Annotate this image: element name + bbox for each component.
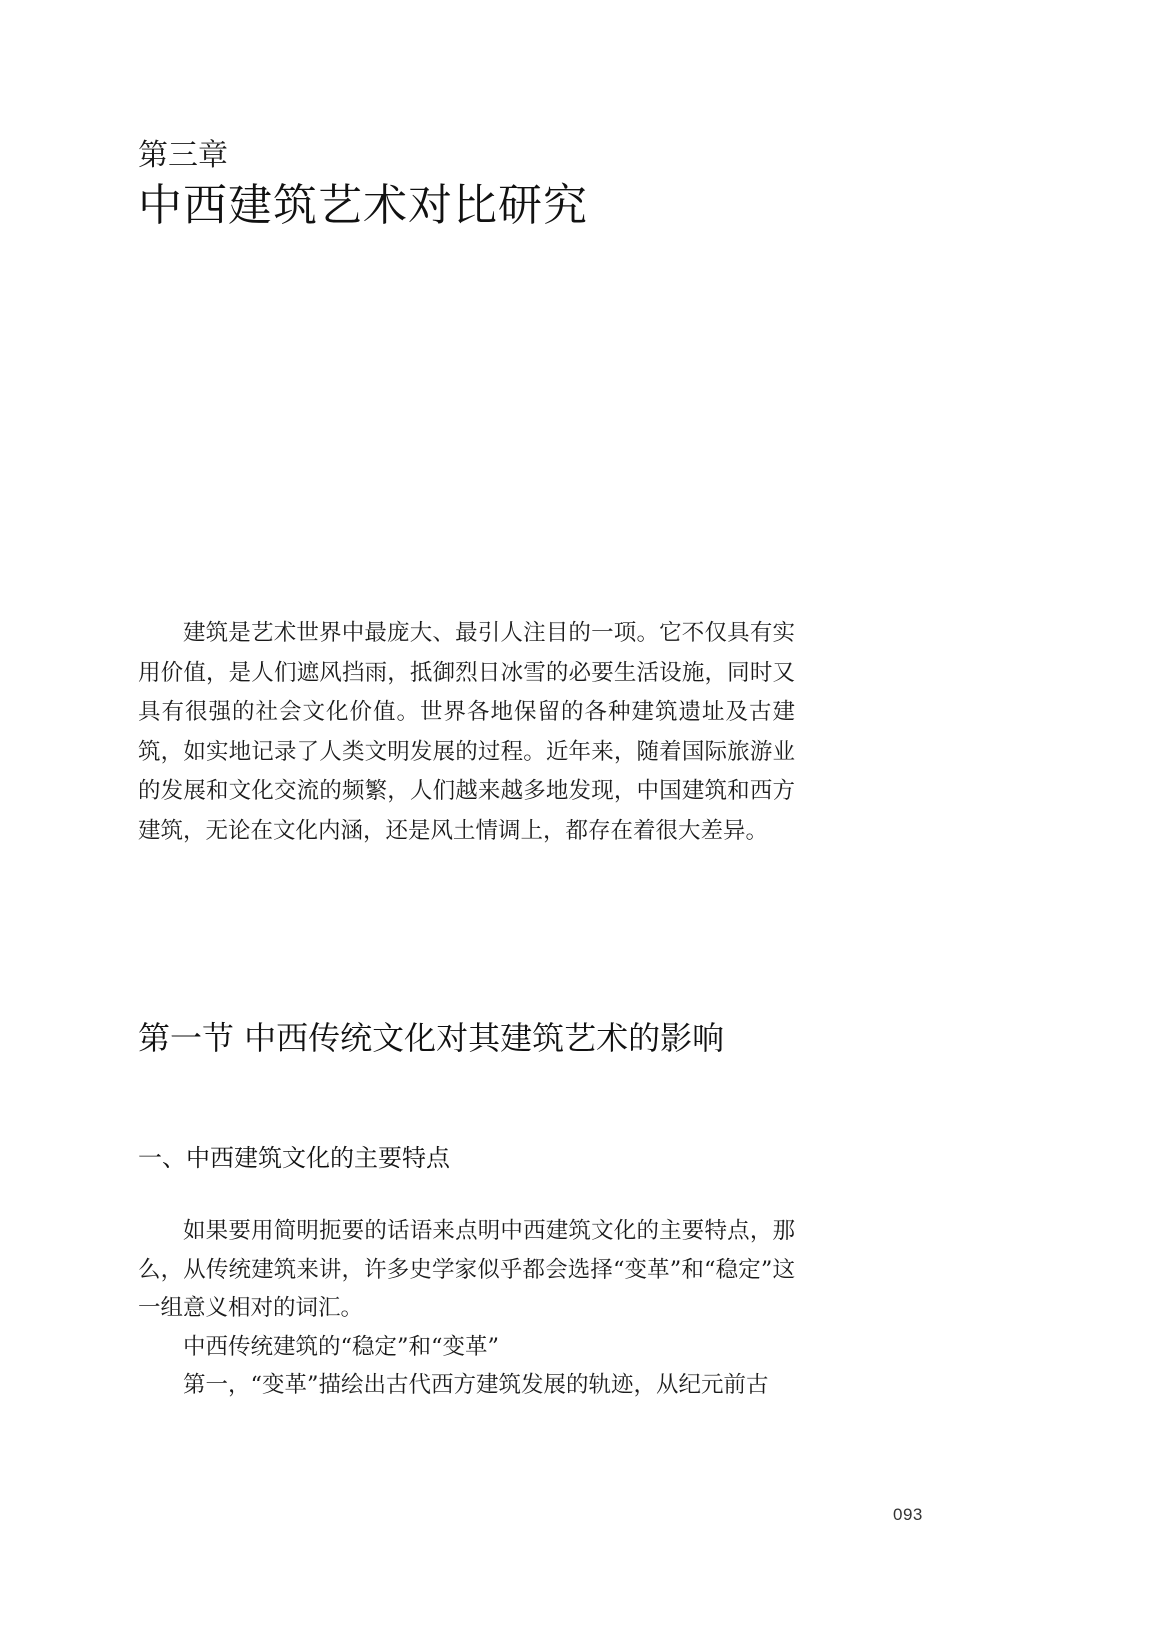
subsection-title: 一、中西建筑文化的主要特点 xyxy=(138,1144,450,1172)
paragraph-features: 如果要用简明扼要的话语来点明中西建筑文化的主要特点，那么，从传统建筑来讲，许多史学家似乎都会选择“变革”和“稳定”这一组意义相对的词汇。 xyxy=(138,1218,795,1321)
intro-paragraph: 建筑是艺术世界中最庞大、最引人注目的一项。它不仅具有实用价值，是人们遮风挡雨，抵御烈日冰雪的必要生活设施，同时又具有很强的社会文化价值。世界各地保留的各种建筑遗址及古建筑，如实地记录了人类文明发展的过程。近年来，随着国际旅游业的发展和文化交流的频繁，人们越来越多地发现，中国建筑和西方建筑，无论在文化内涵，还是风土情调上，都存在着很大差异。 xyxy=(138,620,795,844)
section-content xyxy=(138,1212,795,1405)
paragraph-heading-stability: 中西传统建筑的“稳定”和“变革” xyxy=(183,1333,500,1360)
chapter-title: 中西建筑艺术对比研究 xyxy=(138,180,588,231)
paragraph-first-point: 第一，“变革”描绘出古代西方建筑发展的轨迹，从纪元前古 xyxy=(183,1372,769,1398)
chapter-label: 第三章 xyxy=(138,138,228,173)
section-title: 第一节 中西传统文化对其建筑艺术的影响 xyxy=(138,1019,725,1057)
page-number: 093 xyxy=(893,1505,923,1524)
